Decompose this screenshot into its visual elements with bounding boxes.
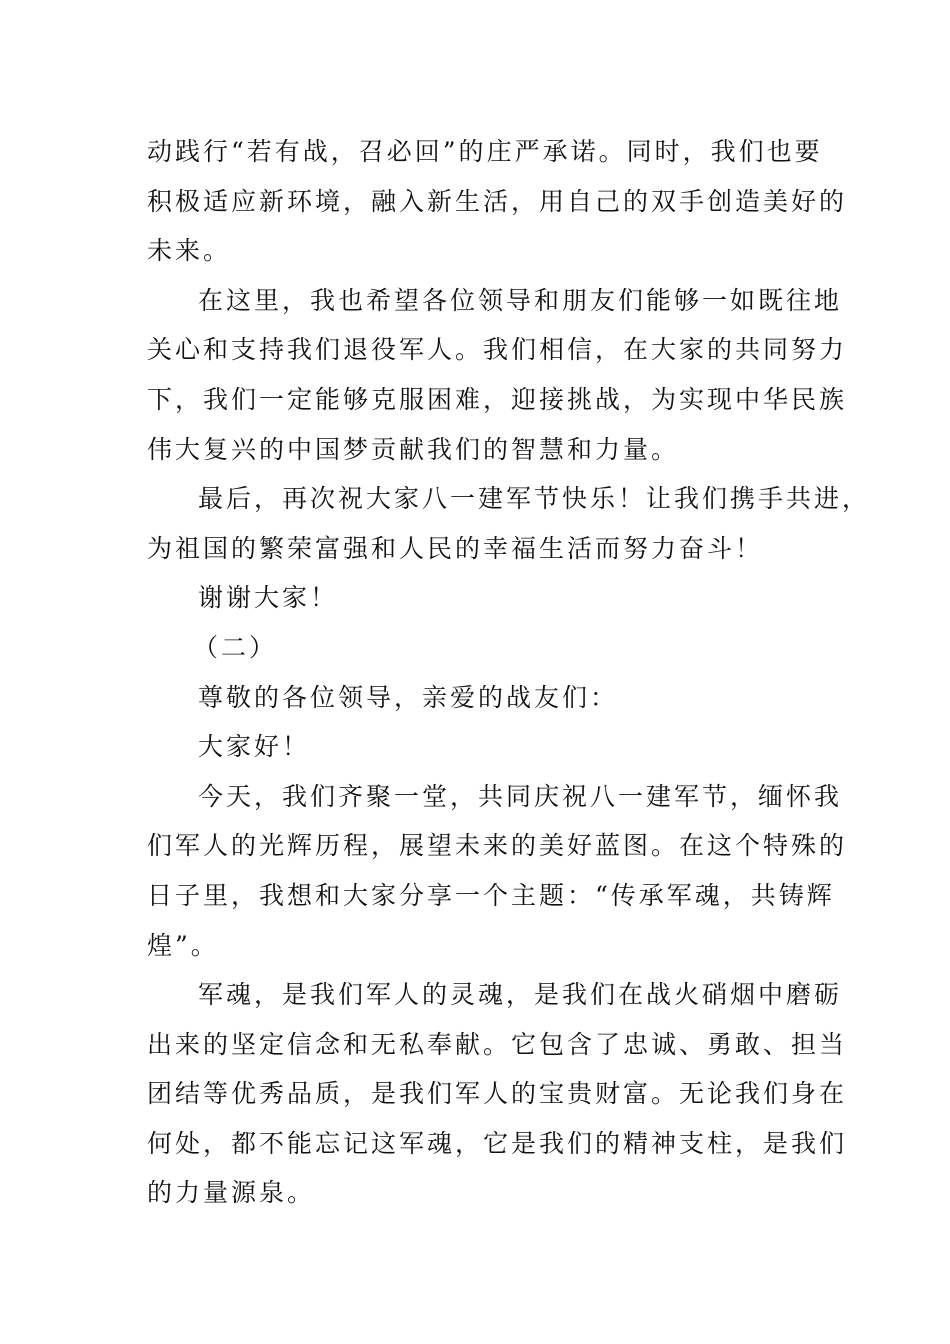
text-line: 日子里，我想和大家分享一个主题：“传承军魂，共铸辉 (147, 880, 835, 910)
text-line: 积极适应新环境，融入新生活，用自己的双手创造美好的 (147, 186, 848, 216)
text-line: 们军人的光辉历程，展望未来的美好蓝图。在这个特殊的 (147, 831, 848, 861)
text-line: 的力量源泉。 (147, 1178, 316, 1208)
text-line: 何处，都不能忘记这军魂，它是我们的精神支柱，是我们 (147, 1128, 848, 1158)
greeting: 大家好！ (198, 732, 311, 762)
section-heading: （二） (193, 632, 278, 662)
text-line: 伟大复兴的中国梦贡献我们的智慧和力量。 (147, 434, 680, 464)
text-line: 动践行“若有战，召必回”的庄严承诺。同时，我们也要 (147, 137, 823, 166)
body-text (147, 127, 871, 1218)
text-line: 团结等优秀品质，是我们军人的宝贵财富。无论我们身在 (147, 1079, 848, 1109)
salutation: 尊敬的各位领导，亲爱的战友们： (198, 682, 619, 712)
text-line: 为祖国的繁荣富强和人民的幸福生活而努力奋斗！ (147, 533, 764, 563)
text-line: 未来。 (147, 236, 232, 266)
text-line: 煌”。 (147, 930, 219, 960)
text-line: 关心和支持我们退役军人。我们相信，在大家的共同努力 (147, 335, 848, 365)
paragraph-start-line: 最后，再次祝大家八一建军节快乐！让我们携手共进， (198, 484, 871, 514)
paragraph-start-line: 在这里，我也希望各位领导和朋友们能够一如既往地 (198, 285, 843, 315)
text-line: 下，我们一定能够克服困难，迎接挑战，为实现中华民族 (147, 384, 848, 414)
paragraph-start-line: 军魂，是我们军人的灵魂，是我们在战火硝烟中磨砺 (198, 980, 843, 1010)
text-line: 出来的坚定信念和无私奉献。它包含了忠诚、勇敢、担当 (147, 1029, 848, 1059)
paragraph-start-line: 今天，我们齐聚一堂，共同庆祝八一建军节，缅怀我 (198, 781, 843, 811)
closing-thanks: 谢谢大家！ (198, 583, 339, 613)
